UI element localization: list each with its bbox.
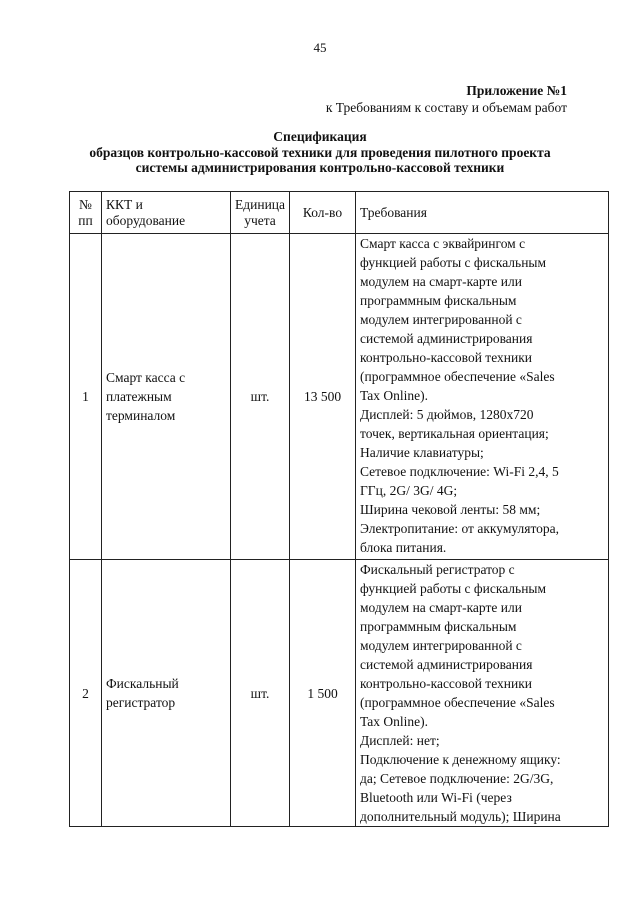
requirement-line: (программное обеспечение «Sales [360, 695, 555, 710]
row-name-line: регистратор [106, 695, 176, 710]
requirement-line: дополнительный модуль); Ширина [360, 809, 561, 824]
requirement-line: Смарт касса с эквайрингом с [360, 236, 526, 251]
requirement-line: модулем интегрированной с [360, 638, 522, 653]
row-unit: шт. [231, 234, 290, 560]
requirement-line: контрольно-кассовой техники [360, 676, 533, 691]
row-qty: 13 500 [290, 234, 356, 560]
requirement-line: Электропитание: от аккумулятора, [360, 521, 560, 536]
header-unit-line2: учета [244, 212, 276, 228]
header-num-line2: пп [78, 212, 93, 228]
requirement-line: Tax Online). [360, 388, 429, 403]
requirement-line: функцией работы с фискальным [360, 255, 547, 270]
appendix-subtitle: к Требованиям к составу и объемам работ [325, 100, 567, 115]
header-num-line1: № [79, 196, 92, 212]
header-name [102, 192, 231, 234]
heading-line-3: системы администрирования контрольно-кассовой техники [135, 160, 505, 175]
requirement-line: системой администрирования [360, 657, 533, 672]
header-qty: Кол-во [290, 192, 356, 234]
requirement-line: Bluetooth или Wi-Fi (через [360, 790, 512, 805]
table-row [70, 560, 609, 827]
requirement-line: модулем интегрированной с [360, 312, 522, 327]
requirement-line: Подключение к денежному ящику: [360, 752, 561, 767]
requirement-line: системой администрирования [360, 331, 533, 346]
specification-table [69, 191, 609, 827]
appendix-header [326, 82, 567, 116]
requirement-line: точек, вертикальная ориентация; [360, 426, 549, 441]
document-heading [0, 129, 640, 176]
row-qty: 1 500 [290, 560, 356, 827]
heading-line-2: образцов контрольно-кассовой техники для проведения пилотного проекта [89, 144, 551, 160]
requirement-line: программным фискальным [360, 619, 517, 634]
appendix-title: Приложение №1 [466, 83, 567, 98]
requirement-line: (программное обеспечение «Sales [360, 369, 555, 384]
row-name-line: Смарт касса с [106, 370, 186, 385]
requirement-line: блока питания. [360, 540, 447, 555]
requirement-line: функцией работы с фискальным [360, 581, 547, 596]
requirement-line: ГГц, 2G/ 3G/ 4G; [360, 483, 458, 498]
row-name [102, 560, 231, 827]
header-name-line1: ККТ и [106, 196, 143, 212]
header-unit-line1: Единица [235, 196, 286, 212]
requirement-line: Дисплей: нет; [360, 733, 440, 748]
requirement-line: контрольно-кассовой техники [360, 350, 533, 365]
header-req: Требования [356, 192, 609, 234]
requirement-line: Сетевое подключение: Wi-Fi 2,4, 5 [360, 464, 559, 479]
row-requirements [356, 560, 609, 827]
row-requirements [356, 234, 609, 560]
table-header-row [70, 192, 609, 234]
row-name-line: платежным [106, 389, 172, 404]
requirement-line: Наличие клавиатуры; [360, 445, 484, 460]
page-number: 45 [313, 40, 327, 55]
requirement-line: Фискальный регистратор с [360, 562, 515, 577]
requirement-line: да; Сетевое подключение: 2G/3G, [360, 771, 554, 786]
row-name [102, 234, 231, 560]
heading-line-1: Спецификация [273, 129, 367, 144]
header-num [70, 192, 102, 234]
header-name-line2: оборудование [106, 212, 186, 228]
table-row [70, 234, 609, 560]
row-num: 1 [70, 234, 102, 560]
row-unit: шт. [231, 560, 290, 827]
requirement-line: программным фискальным [360, 293, 517, 308]
header-unit [231, 192, 290, 234]
row-name-line: Фискальный [106, 676, 179, 691]
requirement-line: Tax Online). [360, 714, 429, 729]
requirement-line: Ширина чековой ленты: 58 мм; [360, 502, 541, 517]
requirement-line: Дисплей: 5 дюймов, 1280x720 [360, 407, 534, 422]
row-name-line: терминалом [106, 408, 176, 423]
row-num: 2 [70, 560, 102, 827]
requirement-line: модулем на смарт-карте или [360, 274, 522, 289]
requirement-line: модулем на смарт-карте или [360, 600, 522, 615]
